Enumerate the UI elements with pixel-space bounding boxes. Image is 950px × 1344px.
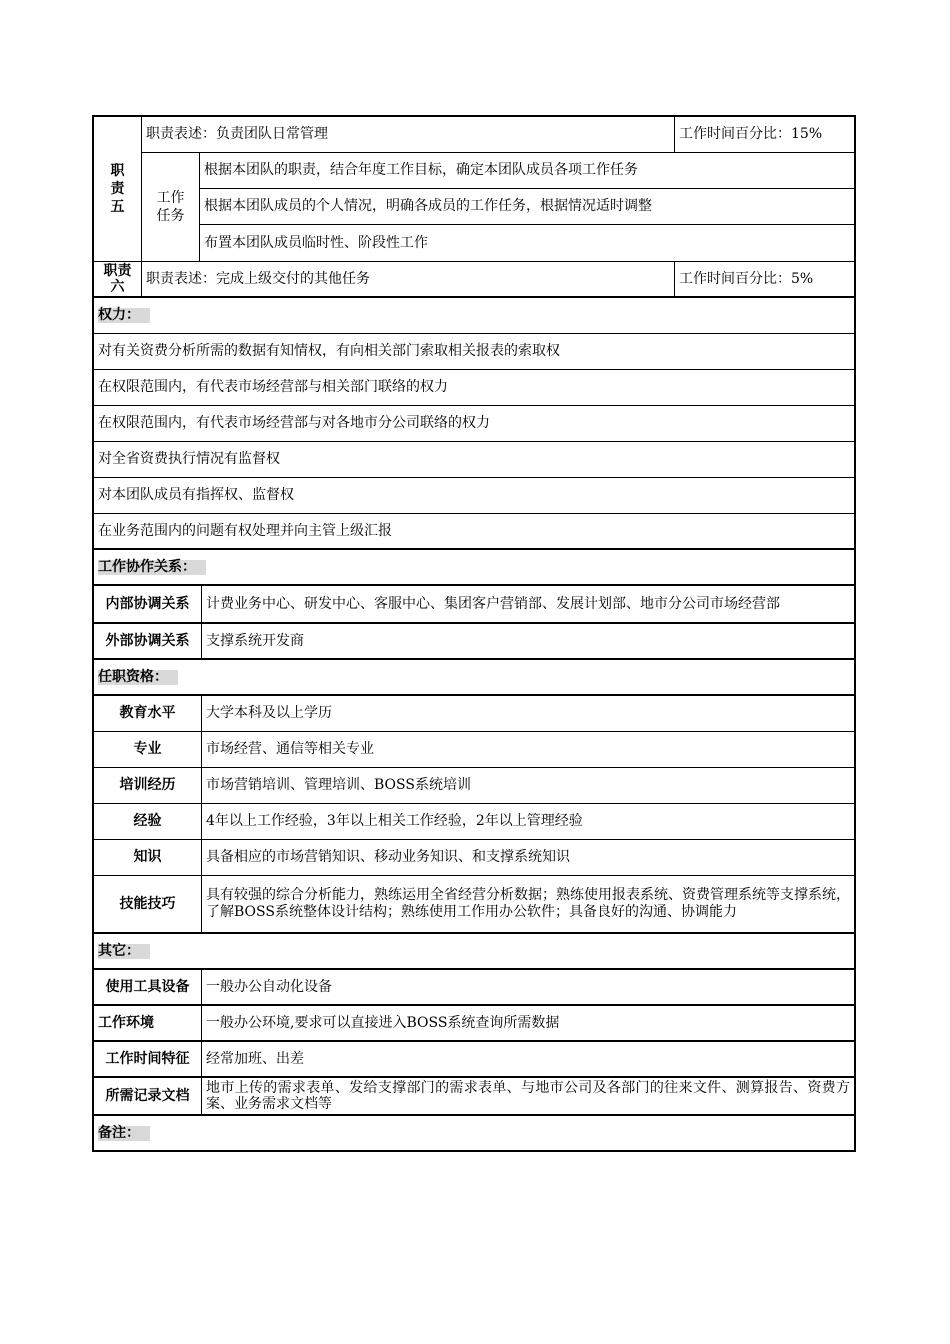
power-row [94,442,854,478]
internal-relations-value: 计费业务中心、研发中心、客服中心、集团客户营销部、发展计划部、地市分公司市场经营部 [206,596,780,612]
duty-five-tasks [142,153,854,261]
internal-relations-label: 内部协调关系 [94,586,202,622]
qualification-row [94,732,854,768]
other-row [94,1042,854,1078]
qualification-value: 4年以上工作经验，3年以上相关工作经验，2年以上管理经验 [206,813,583,829]
other-label: 所需记录文档 [94,1078,202,1114]
relations-heading-row [94,550,854,586]
other-heading-cell [94,934,854,968]
power-heading-row [94,298,854,334]
qualification-row [94,876,854,934]
duty-five-desc-row [142,117,854,153]
relations-heading-cell [94,550,854,584]
external-relations-value: 支撑系统开发商 [206,632,304,649]
other-value: 一般办公自动化设备 [206,978,332,995]
qualification-label: 技能技巧 [94,876,202,932]
duty-five-block [94,117,854,262]
qualification-value: 具备相应的市场营销知识、移动业务知识、和支撑系统知识 [206,849,570,865]
power-item: 对全省资费执行情况有监督权 [98,451,280,467]
other-row [94,1006,854,1042]
other-label: 工作时间特征 [94,1042,202,1076]
remarks-heading: 备注： [98,1126,150,1141]
power-heading-cell [94,298,854,333]
duty-six-label: 职责六 [103,263,132,295]
duty-six-pct: 工作时间百分比：5% [674,262,854,296]
qualification-row [94,840,854,876]
qualification-row [94,768,854,804]
other-row [94,970,854,1006]
power-item: 对本团队成员有指挥权、监督权 [98,487,294,503]
task-item: 根据本团队的职责，结合年度工作目标，确定本团队成员各项工作任务 [200,153,854,189]
qualification-label: 培训经历 [94,768,202,803]
other-label: 工作环境 [94,1006,202,1040]
duty-five-desc: 职责表述：负责团队日常管理 [146,126,328,142]
other-heading-row [94,934,854,970]
power-item: 对有关资费分析所需的数据有知情权，有向相关部门索取相关报表的索取权 [98,343,560,359]
qualification-value: 大学本科及以上学历 [206,705,332,721]
duty-six-row [94,262,854,298]
qualifications-heading-cell [94,660,854,694]
qualification-label: 经验 [94,804,202,839]
power-row [94,370,854,406]
power-item: 在权限范围内，有代表市场经营部与对各地市分公司联络的权力 [98,415,490,431]
power-row [94,406,854,442]
power-item: 在业务范围内的问题有权处理并向主管上级汇报 [98,522,392,539]
qualification-value: 市场经营、通信等相关专业 [206,741,374,757]
qualification-label: 知识 [94,840,202,875]
qualification-label: 教育水平 [94,696,202,731]
qualification-row [94,804,854,840]
duty-five-pct: 工作时间百分比：15% [674,117,854,152]
other-label: 使用工具设备 [94,970,202,1004]
other-value: 地市上传的需求表单、发给支撑部门的需求表单、与地市公司及各部门的往来文件、测算报告、资费方案、业务需求文档等 [206,1080,850,1112]
qualification-label: 专业 [94,732,202,767]
other-value: 一般办公环境,要求可以直接进入BOSS系统查询所需数据 [206,1014,560,1031]
power-row [94,514,854,550]
qualifications-heading: 任职资格： [98,670,178,685]
duty-five-label-cell [94,117,142,261]
task-item: 布置本团队成员临时性、阶段性工作 [204,234,428,251]
qualifications-heading-row [94,660,854,696]
duty-six-label-cell [94,262,142,296]
task-label-cell [142,153,200,261]
other-heading: 其它： [98,944,150,959]
external-relations-row [94,624,854,660]
qualification-row [94,696,854,732]
remarks-heading-cell [94,1116,854,1150]
other-row [94,1078,854,1116]
job-description-table [92,115,856,1152]
task-label: 工作任务 [156,190,185,224]
qualification-value: 具有较强的综合分析能力，熟练运用全省经营分析数据；熟练使用报表系统、资费管理系统等支撑系统，了解BOSS系统整体设计结构；熟练使用工作用办公软件；具备良好的沟通、协调能力 [206,887,850,920]
power-heading: 权力： [98,308,150,323]
external-relations-label: 外部协调关系 [94,624,202,658]
remarks-row [94,1116,854,1150]
task-item: 根据本团队成员的个人情况，明确各成员的工作任务，根据情况适时调整 [200,189,854,225]
relations-heading: 工作协作关系： [98,560,206,575]
power-row [94,334,854,370]
internal-relations-row [94,586,854,624]
duty-six-desc: 职责表述：完成上级交付的其他任务 [146,270,370,287]
power-item: 在权限范围内，有代表市场经营部与相关部门联络的权力 [98,379,448,395]
other-value: 经常加班、出差 [206,1050,304,1067]
power-row [94,478,854,514]
qualification-value: 市场营销培训、管理培训、BOSS系统培训 [206,777,471,793]
duty-five-label: 职责五 [110,163,125,215]
